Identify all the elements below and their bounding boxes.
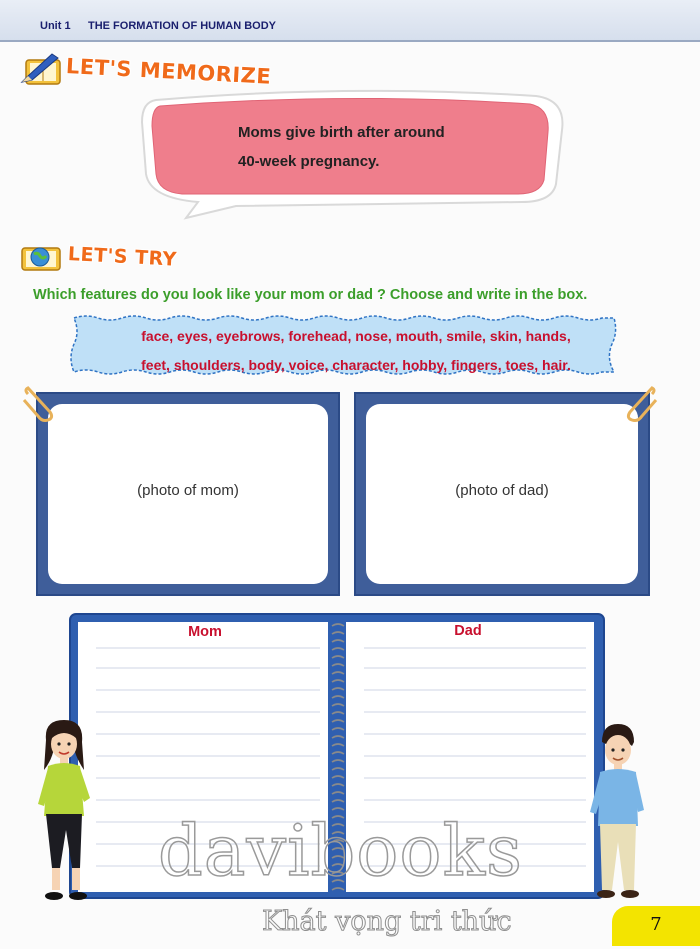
word-bank-line: feet, shoulders, body, voice, character, hobby, fingers, toes, hair. bbox=[141, 357, 571, 373]
unit-label: Unit 1 bbox=[40, 20, 71, 32]
instruction-text: Which features do you look like your mom or dad ? Choose and write in the box. bbox=[33, 287, 588, 303]
paperclip-icon bbox=[618, 386, 662, 428]
dad-character-illustration bbox=[582, 722, 652, 912]
page-number: 7 bbox=[650, 914, 662, 935]
header-divider bbox=[0, 40, 700, 42]
dad-photo-area[interactable] bbox=[366, 404, 638, 584]
mom-photo-frame bbox=[36, 392, 340, 596]
word-bank-line: face, eyes, eyebrows, forehead, nose, mouth, smile, skin, hands, bbox=[141, 328, 571, 344]
memorize-line: 40-week pregnancy. bbox=[238, 153, 380, 170]
dad-photo-label: (photo of dad) bbox=[455, 482, 549, 499]
mom-character-illustration bbox=[30, 718, 100, 908]
word-bank-text bbox=[86, 322, 626, 380]
lets-try-title: LET'S TRY bbox=[67, 243, 178, 271]
globe-book-icon bbox=[18, 240, 66, 274]
notebook-dad-header: Dad bbox=[454, 623, 482, 639]
pencil-book-icon bbox=[20, 52, 66, 86]
watermark-slogan: Khát vọng tri thức bbox=[262, 906, 512, 937]
mom-photo-label: (photo of mom) bbox=[137, 482, 239, 499]
dad-photo-frame bbox=[354, 392, 650, 596]
watermark-brand: davibooks bbox=[158, 810, 523, 892]
lets-memorize-title: LET'S MEMORIZE bbox=[65, 54, 272, 89]
memorize-line: Moms give birth after around bbox=[238, 124, 445, 141]
paperclip-icon bbox=[20, 386, 64, 428]
memorize-text bbox=[238, 118, 538, 176]
unit-title: THE FORMATION OF HUMAN BODY bbox=[88, 20, 277, 32]
notebook-mom-header: Mom bbox=[188, 624, 222, 640]
mom-photo-area[interactable] bbox=[48, 404, 328, 584]
